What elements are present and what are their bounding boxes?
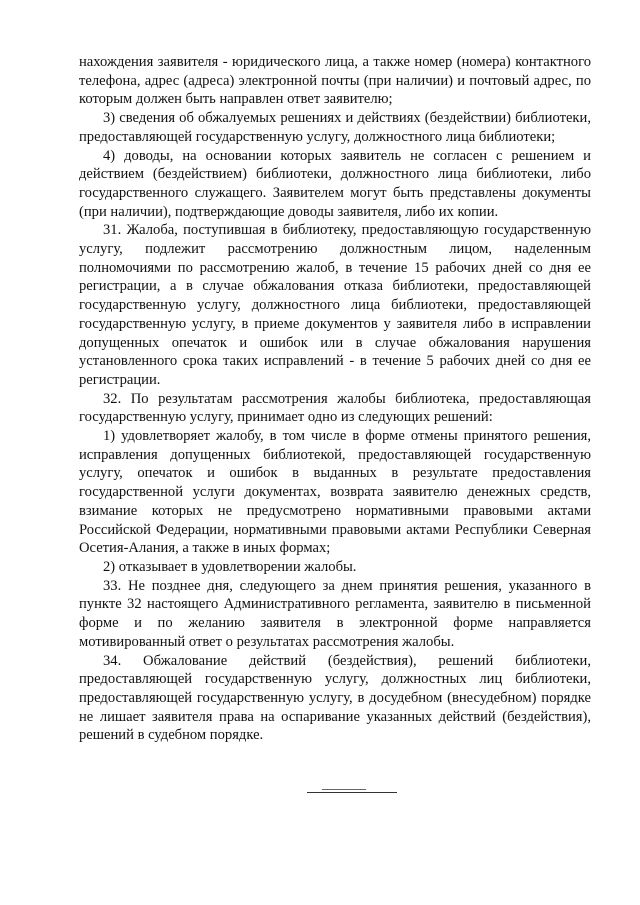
paragraph-decision-2: 2) отказывает в удовлетворении жалобы. [103, 558, 357, 575]
paragraph-decision-1: 1) удовлетворяет жалобу, в том числе в форме отмены принятого решения, исправления допущенных библиотекой, предоставляющей государственную услугу, опечаток и ошибок в выданных в результате предоставления государственной услуги документах, возврата заявителю денежных средств, взимание которых не предусмотрено нормативными правовыми актами Российской Федерации, нормативными правовыми актами Республики Северная Осетия-Алания, а также в иных формах; [79, 428, 591, 557]
end-divider [307, 792, 397, 793]
end-divider-short [322, 789, 366, 790]
paragraph-clause-32: 32. По результатам рассмотрения жалобы библиотека, предоставляющая государственную услугу, принимает одно из следующих решений: [79, 390, 591, 426]
paragraph-item-4: 4) доводы, на основании которых заявитель не согласен с решением и действием (бездействием) библиотеки, должностного лица библиотеки, либо государственного служащего. Заявителем могут быть представлены документы (при наличии), подтверждающие доводы заявителя, либо их копии. [79, 147, 591, 220]
document-body [79, 53, 591, 745]
paragraph-clause-34: 34. Обжалование действий (бездействия), решений библиотеки, предоставляющей государственную услугу, должностных лиц библиотеки, предоставляющей государственную услугу, в досудебном (внесудебном) порядке не лишает заявителя права на оспаривание указанных действий (бездействия), решений в судебном порядке. [79, 652, 591, 744]
paragraph-item-3: 3) сведения об обжалуемых решениях и действиях (бездействии) библиотеки, предоставляющей государственную услугу, должностного лица библиотеки; [79, 110, 591, 145]
paragraph-clause-31: 31. Жалоба, поступившая в библиотеку, предоставляющую государственную услугу, подлежит рассмотрению должностным лицом, наделенным полномочиями по рассмотрению жалоб, в течение 15 рабочих дней со дня ее регистрации, а в случае обжалования отказа библиотеки, предоставляющей государственную услугу, должностного лица библиотеки, предоставляющей государственную услугу, в приеме документов у заявителя либо в исправлении допущенных опечаток и ошибок или в случае обжалования нарушения установленного срока таких исправлений - в течение 5 рабочих дней со дня ее регистрации. [79, 222, 591, 388]
paragraph-clause-33: 33. Не позднее дня, следующего за днем принятия решения, указанного в пункте 32 настоящего Административного регламента, заявителю в письменной форме и по желанию заявителя в электронной форме направляется мотивированный ответ о результатах рассмотрения жалобы. [79, 577, 591, 650]
paragraph-applicant-details: нахождения заявителя - юридического лица, а также номер (номера) контактного телефона, адрес (адреса) электронной почты (при наличии) и почтовый адрес, по которым должен быть направлен ответ заявителю; [79, 54, 591, 108]
